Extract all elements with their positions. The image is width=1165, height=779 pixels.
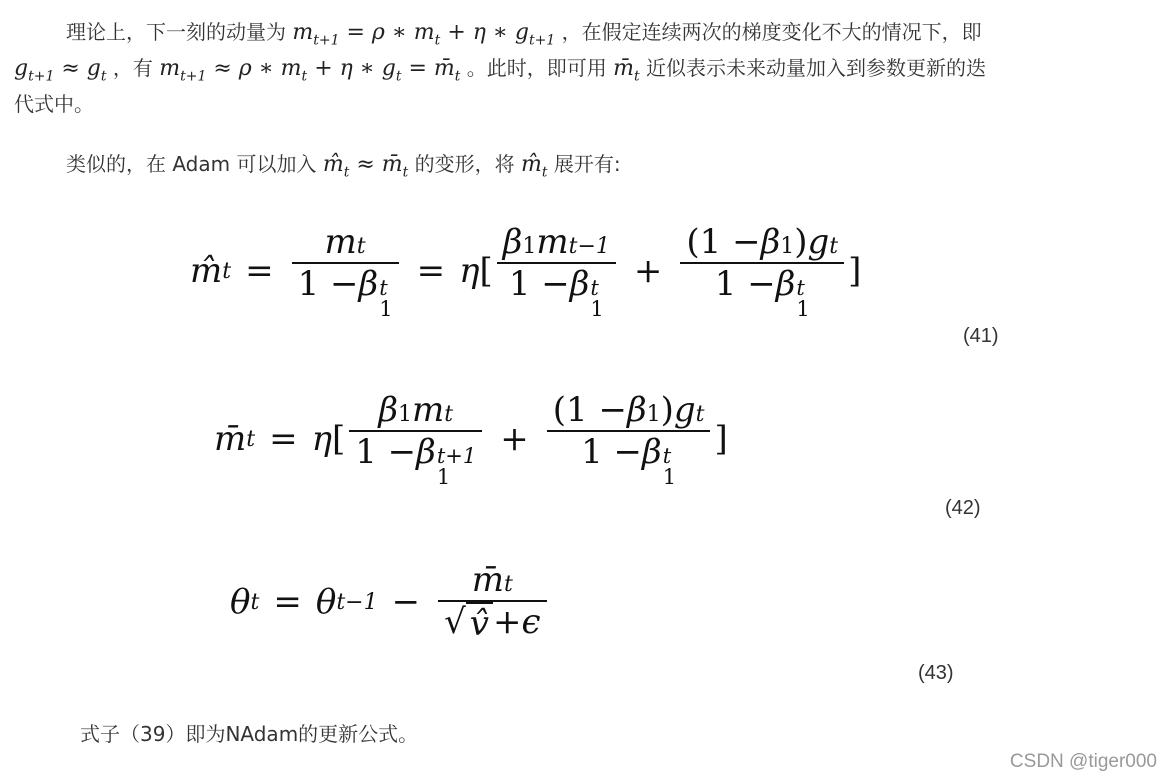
inline-formula-gradient-approx: $g_{t+1} \approx g_t$ <box>14 56 107 85</box>
square-root: √ v̂ <box>444 602 493 644</box>
text-segment: 理论上，下一刻的动量为 <box>66 20 286 44</box>
text-segment: 展开有: <box>553 152 621 176</box>
equation-number-41: (41) <box>963 325 999 347</box>
inline-formula-momentum-approx: $m_{t+1} \approx \rho$ ∗ $m_t + \eta$ ∗ $g_t$ = $m̄_t$ <box>159 56 461 85</box>
paragraph-1-line-3: 代式中。 <box>14 92 94 116</box>
inline-formula-mbar: $m̄_t$ <box>613 56 640 85</box>
equation-number-42: (42) <box>945 497 981 519</box>
fraction: (1 − β 1 ) g t 1 − β t 1 <box>680 222 844 320</box>
text-segment: 类似的，在 Adam 可以加入 <box>66 152 317 176</box>
fraction: (1 − β 1 ) g t 1 − β t 1 <box>547 390 711 488</box>
inline-formula-mhat: $m̂_t$ <box>521 152 548 181</box>
paragraph-2 <box>66 146 621 190</box>
fraction: β 1 m t 1 − β t+1 1 <box>349 390 482 488</box>
fraction: m̄ t √ v̂ + ϵ <box>438 560 546 644</box>
text-segment: 。此时，即可用 <box>466 56 607 80</box>
text-segment: 的变形，将 <box>414 152 515 176</box>
text-segment: ，在假定连续两次的梯度变化不大的情况下，即 <box>561 20 982 44</box>
fraction: m t 1 − β t 1 <box>292 222 399 320</box>
paragraph-1-line-2 <box>14 50 986 94</box>
text-segment: ，有 <box>112 56 153 80</box>
paragraph-3: 式子（39）即为NAdam的更新公式。 <box>80 722 419 746</box>
equation-41: m̂ t = m t 1 − β t 1 = η [ β 1 m t−1 1 − β t 1 + (1 − β 1 ) g t 1 − β t 1 ] <box>190 222 862 321</box>
equation-42: m̄ t = η [ β 1 m t 1 − β t+1 1 + (1 − β 1 ) g t 1 − β t 1 ] <box>214 390 728 489</box>
equation-number-43: (43) <box>918 662 954 684</box>
watermark: CSDN @tiger000 <box>1009 751 1157 772</box>
equation-43: θ t = θ t−1 − m̄ t √ v̂ + ϵ <box>230 560 551 644</box>
fraction: β 1 m t−1 1 − β t 1 <box>497 222 616 320</box>
inline-formula-mhat-approx: $m̂_t$ ≈ $m̄_t$ <box>322 152 409 181</box>
inline-formula-momentum: $m_{t+1} = \rho$ ∗ $m_t + \eta$ ∗ $g_{t+1}$ <box>292 20 556 49</box>
text-segment: 近似表示未来动量加入到参数更新的迭 <box>646 56 986 80</box>
